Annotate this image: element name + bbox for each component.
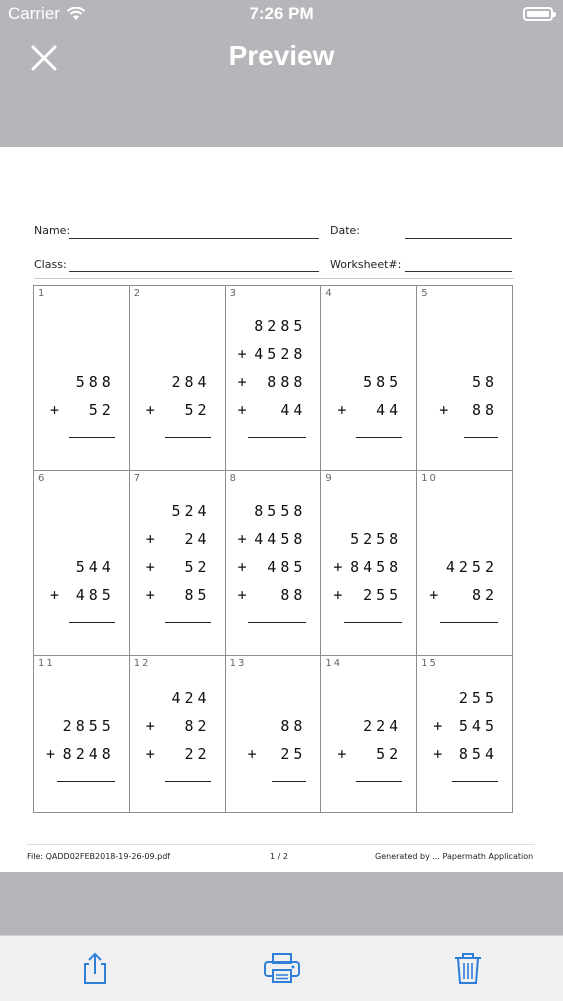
date-label: Date: <box>330 224 360 237</box>
battery-icon <box>523 7 553 21</box>
problem-cell <box>321 286 417 471</box>
header-divider <box>34 278 514 279</box>
addend-value: 52 <box>376 745 403 763</box>
footer-divider <box>27 844 535 845</box>
addend-row <box>321 368 416 396</box>
problem-number: 3 <box>229 288 238 299</box>
addend-row <box>417 712 512 740</box>
plus-operator: + <box>145 586 155 604</box>
worksheet-preview[interactable] <box>0 147 563 872</box>
plus-operator: + <box>439 401 449 419</box>
addend-value: 8248 <box>62 745 115 763</box>
footer-file: File: QADD02FEB2018-19-26-09.pdf <box>27 852 171 861</box>
addition-problem <box>417 368 512 424</box>
addend-row <box>417 368 512 396</box>
addition-problem <box>417 684 512 768</box>
addend-value: 44 <box>376 401 403 419</box>
plus-operator: + <box>237 530 247 548</box>
plus-operator: + <box>433 717 443 735</box>
answer-line <box>165 622 211 623</box>
addend-row <box>417 396 512 424</box>
addend-value: 8458 <box>350 558 403 576</box>
addition-problem <box>34 553 129 609</box>
problem-number: 6 <box>38 473 47 484</box>
answer-line <box>344 622 402 623</box>
addend-row <box>417 740 512 768</box>
plus-operator: + <box>433 745 443 763</box>
plus-operator: + <box>337 745 347 763</box>
addend-row <box>226 525 321 553</box>
plus-operator: + <box>333 586 343 604</box>
plus-operator: + <box>145 717 155 735</box>
delete-button[interactable] <box>451 950 487 986</box>
addend-row <box>321 712 416 740</box>
problem-cell <box>34 471 130 656</box>
addend-row <box>34 396 129 424</box>
carrier-label: Carrier <box>8 4 60 23</box>
addition-problem <box>321 712 416 768</box>
nav-bar <box>0 30 563 147</box>
addend-row <box>34 368 129 396</box>
addend-row <box>226 368 321 396</box>
addend-value: 224 <box>363 717 403 735</box>
addend-value: 888 <box>267 373 307 391</box>
addend-row <box>130 525 225 553</box>
addend-value: 85 <box>184 586 211 604</box>
addend-value: 22 <box>184 745 211 763</box>
problem-cell <box>417 286 513 471</box>
printer-icon <box>263 950 301 986</box>
addend-value: 88 <box>280 586 307 604</box>
problem-cell <box>34 656 130 813</box>
problem-cell <box>417 656 513 813</box>
addend-value: 82 <box>184 717 211 735</box>
problem-number: 1 <box>38 288 47 299</box>
addition-problem <box>321 368 416 424</box>
plus-operator: + <box>429 586 439 604</box>
addition-problem <box>226 712 321 768</box>
addend-row <box>417 684 512 712</box>
addend-value: 524 <box>171 502 211 520</box>
addend-row <box>34 712 129 740</box>
addend-row <box>130 396 225 424</box>
addend-value: 854 <box>458 745 498 763</box>
addition-problem <box>226 497 321 609</box>
addend-row <box>34 581 129 609</box>
plus-operator: + <box>337 401 347 419</box>
plus-operator: + <box>237 558 247 576</box>
addend-value: 585 <box>363 373 403 391</box>
addend-value: 25 <box>280 745 307 763</box>
status-bar <box>0 0 563 30</box>
plus-operator: + <box>237 373 247 391</box>
addition-problem <box>226 312 321 424</box>
problem-cell <box>321 656 417 813</box>
problem-cell <box>225 471 321 656</box>
addend-value: 88 <box>280 717 307 735</box>
plus-operator: + <box>237 345 247 363</box>
footer-generated: Generated by ... Papermath Application <box>375 852 534 861</box>
plus-operator: + <box>145 401 155 419</box>
addend-row <box>130 368 225 396</box>
addend-row <box>226 497 321 525</box>
addition-problem <box>34 368 129 424</box>
answer-line <box>69 622 115 623</box>
name-line <box>69 238 319 239</box>
worksheet-label: Worksheet#: <box>330 258 402 271</box>
addend-row <box>226 312 321 340</box>
answer-line <box>356 437 402 438</box>
problem-number: 14 <box>325 658 343 669</box>
addend-row <box>34 553 129 581</box>
print-button[interactable] <box>263 950 299 986</box>
answer-line <box>464 437 498 438</box>
problem-number: 9 <box>325 473 334 484</box>
plus-operator: + <box>237 401 247 419</box>
addend-row <box>130 684 225 712</box>
addend-row <box>130 497 225 525</box>
problem-number: 12 <box>133 658 151 669</box>
addend-value: 544 <box>75 558 115 576</box>
plus-operator: + <box>50 586 60 604</box>
problem-cell <box>129 656 225 813</box>
share-icon <box>77 950 113 986</box>
plus-operator: + <box>145 530 155 548</box>
addend-value: 2855 <box>62 717 115 735</box>
answer-line <box>452 781 498 782</box>
addend-row <box>226 340 321 368</box>
addend-value: 545 <box>458 717 498 735</box>
bottom-toolbar <box>0 935 563 1001</box>
plus-operator: + <box>237 586 247 604</box>
problem-number: 15 <box>421 658 438 669</box>
addition-problem <box>417 553 512 609</box>
addend-value: 255 <box>458 689 498 707</box>
addend-row <box>130 740 225 768</box>
addend-row <box>417 553 512 581</box>
addend-value: 82 <box>471 586 498 604</box>
addition-problem <box>130 497 225 609</box>
problem-number: 11 <box>38 658 55 669</box>
worksheet-line <box>405 271 512 272</box>
addend-value: 485 <box>75 586 115 604</box>
addend-value: 4458 <box>254 530 307 548</box>
trash-icon <box>451 950 485 986</box>
answer-line <box>248 622 306 623</box>
answer-line <box>272 781 306 782</box>
addition-problem <box>321 525 416 609</box>
addend-row <box>130 553 225 581</box>
plus-operator: + <box>145 558 155 576</box>
answer-line <box>165 781 211 782</box>
problem-cell <box>129 286 225 471</box>
addend-value: 284 <box>171 373 211 391</box>
name-label: Name: <box>34 224 71 237</box>
addend-row <box>226 553 321 581</box>
answer-line <box>248 437 306 438</box>
problem-cell <box>225 286 321 471</box>
plus-operator: + <box>145 745 155 763</box>
addition-problem <box>130 684 225 768</box>
addend-value: 255 <box>363 586 403 604</box>
addend-row <box>130 712 225 740</box>
addend-value: 8285 <box>254 317 307 335</box>
addend-value: 88 <box>471 401 498 419</box>
addend-value: 5258 <box>350 530 403 548</box>
answer-line <box>57 781 115 782</box>
addend-row <box>321 525 416 553</box>
problem-number: 4 <box>325 288 334 299</box>
addend-row <box>226 581 321 609</box>
addend-row <box>226 712 321 740</box>
addend-value: 24 <box>184 530 211 548</box>
addend-row <box>226 396 321 424</box>
answer-line <box>69 437 115 438</box>
addend-value: 4528 <box>254 345 307 363</box>
addend-row <box>226 740 321 768</box>
addend-value: 52 <box>184 558 211 576</box>
problem-cell <box>225 656 321 813</box>
problem-cell <box>129 471 225 656</box>
addend-value: 588 <box>75 373 115 391</box>
problem-cell <box>321 471 417 656</box>
problem-cell <box>417 471 513 656</box>
problem-grid <box>33 285 513 813</box>
addend-value: 52 <box>184 401 211 419</box>
addend-value: 485 <box>267 558 307 576</box>
addend-row <box>321 740 416 768</box>
addend-value: 44 <box>280 401 307 419</box>
addend-value: 4252 <box>445 558 498 576</box>
addend-row <box>321 581 416 609</box>
addend-value: 8558 <box>254 502 307 520</box>
footer-page: 1 / 2 <box>270 852 288 861</box>
plus-operator: + <box>46 745 56 763</box>
addend-row <box>130 581 225 609</box>
date-line <box>405 238 512 239</box>
answer-line <box>356 781 402 782</box>
problem-number: 10 <box>421 473 438 484</box>
problem-number: 8 <box>229 473 238 484</box>
addition-problem <box>130 368 225 424</box>
plus-operator: + <box>333 558 343 576</box>
addend-row <box>34 740 129 768</box>
problem-number: 5 <box>421 288 430 299</box>
addend-value: 58 <box>471 373 498 391</box>
share-button[interactable] <box>77 950 113 986</box>
class-label: Class: <box>34 258 67 271</box>
class-line <box>69 271 319 272</box>
answer-line <box>440 622 498 623</box>
problem-cell <box>34 286 130 471</box>
problem-number: 7 <box>133 473 143 484</box>
answer-line <box>165 437 211 438</box>
addend-value: 52 <box>88 401 115 419</box>
plus-operator: + <box>50 401 60 419</box>
status-time: 7:26 PM <box>249 4 314 23</box>
page-title: Preview <box>228 40 335 71</box>
addend-row <box>321 396 416 424</box>
addition-problem <box>34 712 129 768</box>
addend-value: 424 <box>171 689 211 707</box>
addend-row <box>417 581 512 609</box>
problem-number: 13 <box>229 658 247 669</box>
addend-row <box>321 553 416 581</box>
plus-operator: + <box>247 745 257 763</box>
problem-number: 2 <box>133 288 143 299</box>
